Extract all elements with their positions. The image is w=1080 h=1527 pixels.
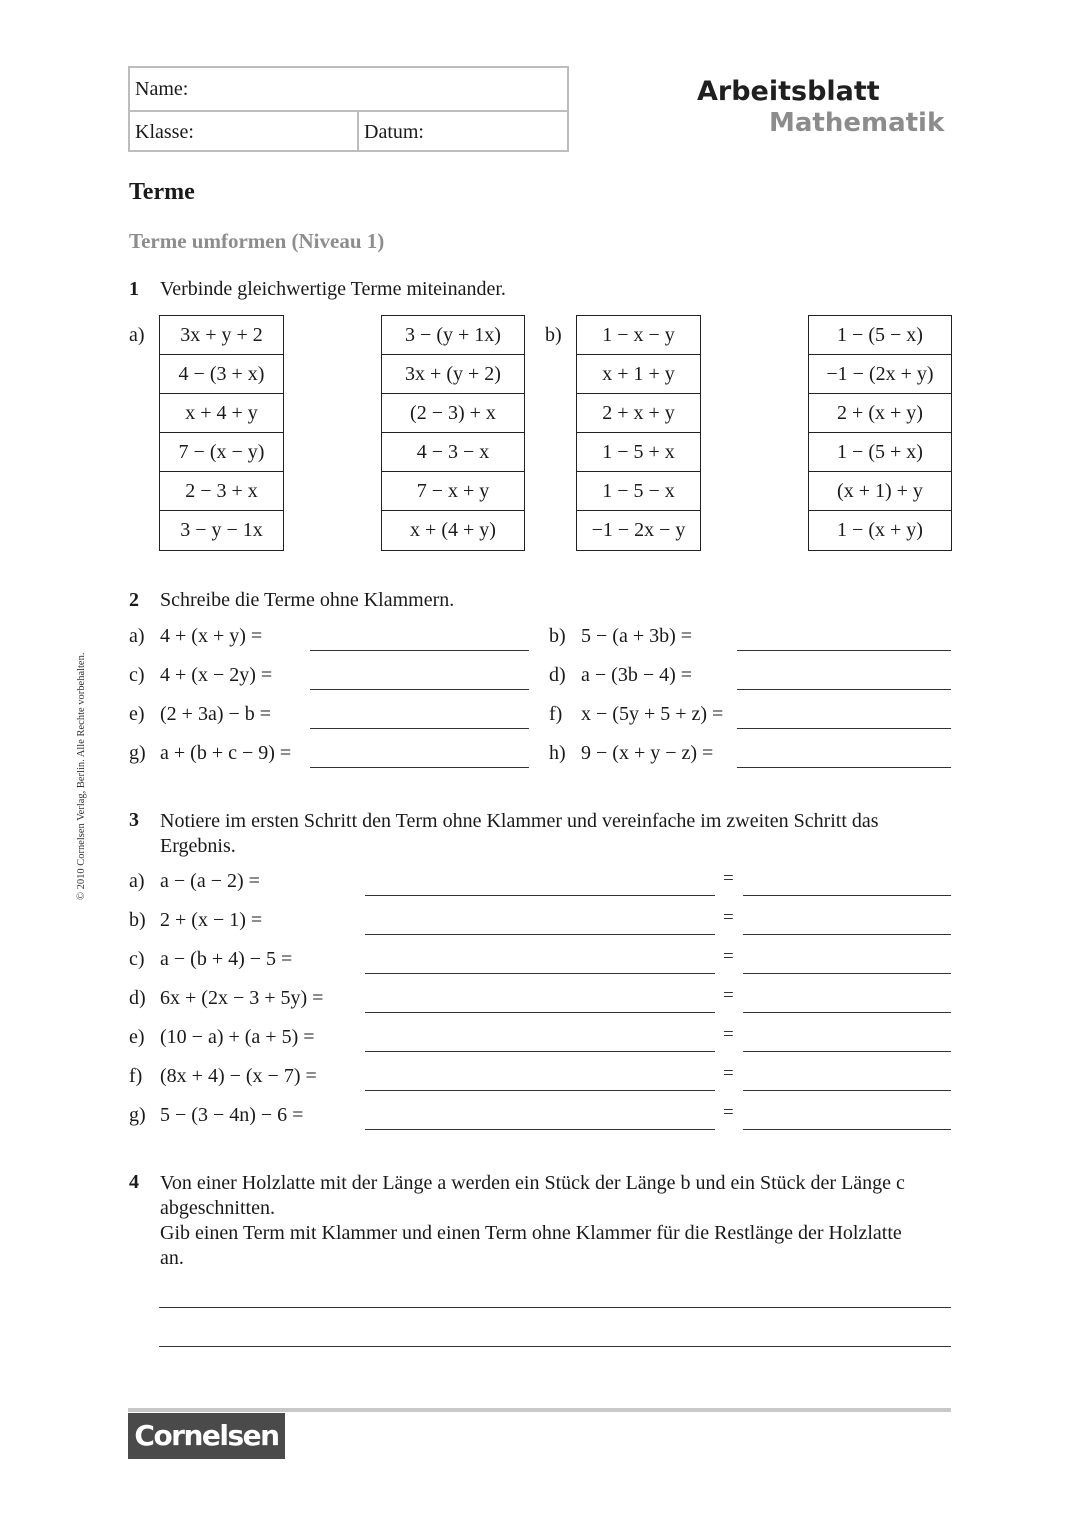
term-cell[interactable]: 1 − (x + y)	[837, 519, 923, 541]
answer-line[interactable]	[743, 895, 951, 896]
copyright-note: © 2010 Cornelsen Verlag, Berlin. Alle Rechte vorbehalten.	[76, 652, 87, 900]
equals-sign: =	[723, 946, 734, 967]
answer-line[interactable]	[743, 1051, 951, 1052]
term-cell[interactable]: 1 − (5 − x)	[809, 316, 951, 355]
answer-line[interactable]	[365, 1129, 715, 1130]
term-cell[interactable]: 3 − (y + 1x)	[382, 316, 524, 355]
term-cell[interactable]: 7 − (x − y)	[160, 433, 283, 472]
term-cell[interactable]: 3x + y + 2	[160, 316, 283, 355]
exercise-label: a)	[129, 625, 145, 647]
answer-line[interactable]	[365, 1090, 715, 1091]
term-cell[interactable]: 2 + (x + y)	[809, 394, 951, 433]
term-cell[interactable]: 3x + (y + 2)	[382, 355, 524, 394]
answer-line[interactable]	[737, 689, 951, 690]
exercise-label: b)	[129, 909, 146, 931]
answer-line[interactable]	[743, 934, 951, 935]
exercise-expression: (10 − a) + (a + 5) =	[160, 1026, 315, 1048]
exercise-expression: 4 + (x + y) =	[160, 625, 263, 647]
answer-line[interactable]	[310, 650, 529, 651]
term-cell[interactable]: 1 − x − y	[577, 316, 700, 355]
exercise-expression: 5 − (3 − 4n) − 6 =	[160, 1104, 304, 1126]
term-cell[interactable]: x + 4 + y	[160, 394, 283, 433]
term-cell[interactable]: −1 − 2x − y	[591, 519, 686, 541]
term-cell[interactable]: (x + 1) + y	[809, 472, 951, 511]
equals-sign: =	[723, 1063, 734, 1084]
answer-line[interactable]	[737, 650, 951, 651]
term-cell[interactable]: 2 − 3 + x	[160, 472, 283, 511]
equals-sign: =	[723, 1102, 734, 1123]
term-cell[interactable]: −1 − (2x + y)	[809, 355, 951, 394]
exercise-expression: a − (b + 4) − 5 =	[160, 948, 293, 970]
exercise-label: f)	[549, 703, 563, 725]
divider	[130, 110, 567, 112]
answer-line[interactable]	[310, 689, 529, 690]
name-label: Name:	[135, 78, 189, 100]
exercise-expression: 9 − (x + y − z) =	[581, 742, 714, 764]
answer-line[interactable]	[743, 1129, 951, 1130]
answer-line[interactable]	[737, 728, 951, 729]
term-cell[interactable]: x + (4 + y)	[410, 519, 496, 541]
divider	[357, 110, 359, 150]
exercise-label: e)	[129, 1026, 145, 1048]
term-column-b2	[808, 315, 952, 551]
term-cell[interactable]: 7 − x + y	[382, 472, 524, 511]
exercise-label: a)	[129, 870, 145, 892]
task-number: 1	[129, 278, 139, 300]
answer-line[interactable]	[743, 1012, 951, 1013]
term-column-b1	[576, 315, 701, 551]
exercise-expression: x − (5y + 5 + z) =	[581, 703, 724, 725]
answer-line[interactable]	[365, 1051, 715, 1052]
task-number: 4	[129, 1171, 139, 1193]
exercise-label: h)	[549, 742, 566, 764]
page-subtitle: Terme umformen (Niveau 1)	[129, 229, 385, 253]
term-column-a2	[381, 315, 525, 551]
answer-line[interactable]	[365, 895, 715, 896]
answer-line[interactable]	[159, 1307, 951, 1308]
exercise-expression: a − (3b − 4) =	[581, 664, 693, 686]
task-number: 3	[129, 809, 139, 831]
task-number: 2	[129, 589, 139, 611]
exercise-expression: (8x + 4) − (x − 7) =	[160, 1065, 317, 1087]
term-cell[interactable]: 1 − (5 + x)	[809, 433, 951, 472]
equals-sign: =	[723, 907, 734, 928]
exercise-label: d)	[129, 987, 146, 1009]
exercise-label: b)	[549, 625, 566, 647]
exercise-expression: 2 + (x − 1) =	[160, 909, 263, 931]
exercise-expression: a − (a − 2) =	[160, 870, 260, 892]
worksheet-subject: Mathematik	[769, 108, 945, 138]
answer-line[interactable]	[310, 767, 529, 768]
date-label: Datum:	[364, 121, 424, 143]
answer-line[interactable]	[159, 1346, 951, 1347]
exercise-label: d)	[549, 664, 566, 686]
term-cell[interactable]: 1 − 5 − x	[577, 472, 700, 511]
exercise-label: g)	[129, 1104, 146, 1126]
part-label: b)	[545, 324, 562, 346]
equals-sign: =	[723, 868, 734, 889]
exercise-expression: 4 + (x − 2y) =	[160, 664, 273, 686]
page-title: Terme	[129, 179, 195, 205]
publisher-logo: Cornelsen	[128, 1413, 285, 1459]
exercise-expression: (2 + 3a) − b =	[160, 703, 272, 725]
answer-line[interactable]	[743, 973, 951, 974]
term-cell[interactable]: 4 − 3 − x	[382, 433, 524, 472]
exercise-label: e)	[129, 703, 145, 725]
answer-line[interactable]	[365, 1012, 715, 1013]
exercise-label: c)	[129, 664, 145, 686]
equals-sign: =	[723, 985, 734, 1006]
exercise-label: c)	[129, 948, 145, 970]
term-cell[interactable]: 2 + x + y	[577, 394, 700, 433]
answer-line[interactable]	[365, 973, 715, 974]
answer-line[interactable]	[737, 767, 951, 768]
term-cell[interactable]: 4 − (3 + x)	[160, 355, 283, 394]
part-label: a)	[129, 324, 145, 346]
equals-sign: =	[723, 1024, 734, 1045]
term-cell[interactable]: (2 − 3) + x	[382, 394, 524, 433]
footer-divider	[128, 1408, 951, 1412]
term-cell[interactable]: x + 1 + y	[577, 355, 700, 394]
answer-line[interactable]	[365, 934, 715, 935]
task-instruction: Schreibe die Terme ohne Klammern.	[160, 589, 455, 611]
task-text: Gib einen Term mit Klammer und einen Term ohne Klammer für die Restlänge der Holzlatte an.	[160, 1222, 902, 1269]
term-cell[interactable]: 1 − 5 + x	[577, 433, 700, 472]
task-text: Von einer Holzlatte mit der Länge a werden ein Stück der Länge b und ein Stück der Länge c abgeschnitten.	[160, 1172, 905, 1219]
exercise-expression: a + (b + c − 9) =	[160, 742, 292, 764]
exercise-expression: 6x + (2x − 3 + 5y) =	[160, 987, 324, 1009]
exercise-label: g)	[129, 742, 146, 764]
task-instruction: Verbinde gleichwertige Terme miteinander.	[160, 278, 506, 300]
class-label: Klasse:	[135, 121, 194, 143]
term-cell[interactable]: 3 − y − 1x	[180, 519, 263, 541]
answer-line[interactable]	[310, 728, 529, 729]
student-info-box	[128, 66, 569, 152]
task-instruction: Notiere im ersten Schritt den Term ohne Klammer und vereinfache im zweiten Schritt das Ergebnis.	[160, 810, 879, 857]
exercise-expression: 5 − (a + 3b) =	[581, 625, 693, 647]
exercise-label: f)	[129, 1065, 143, 1087]
term-column-a1	[159, 315, 284, 551]
worksheet-title: Arbeitsblatt	[697, 76, 880, 107]
answer-line[interactable]	[743, 1090, 951, 1091]
